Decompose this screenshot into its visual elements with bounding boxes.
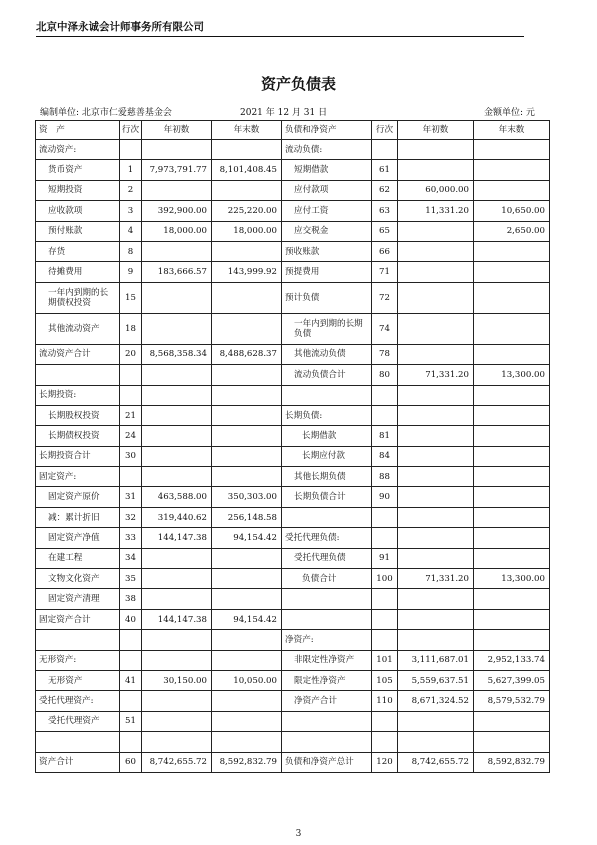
- asset-line-cell: 3: [120, 201, 142, 221]
- table-row: [36, 528, 550, 548]
- table-row: [36, 344, 550, 364]
- liability-line-cell: [372, 630, 398, 650]
- liability-closing-cell: 13,300.00: [474, 365, 550, 385]
- table-row: [36, 609, 550, 629]
- liability-closing-cell: [474, 589, 550, 609]
- table-row: [36, 365, 550, 385]
- liability-closing-cell: [474, 732, 550, 752]
- asset-opening-cell: 7,973,791.77: [142, 160, 212, 180]
- asset-line-cell: 38: [120, 589, 142, 609]
- asset-item-cell: 长期投资合计: [36, 446, 120, 466]
- asset-closing-cell: 94,154.42: [212, 609, 282, 629]
- asset-closing-cell: [212, 365, 282, 385]
- asset-closing-cell: [212, 589, 282, 609]
- liability-line-cell: [372, 609, 398, 629]
- liability-closing-cell: [474, 262, 550, 282]
- asset-closing-cell: [212, 630, 282, 650]
- asset-opening-cell: 463,588.00: [142, 487, 212, 507]
- table-row: [36, 221, 550, 241]
- table-row: [36, 589, 550, 609]
- header-rule: [36, 36, 524, 37]
- table-row: [36, 630, 550, 650]
- liability-line-cell: [372, 507, 398, 527]
- asset-opening-cell: [142, 282, 212, 313]
- asset-item-cell: 固定资产:: [36, 467, 120, 487]
- liability-line-cell: [372, 385, 398, 405]
- liability-closing-cell: 2,952,133.74: [474, 650, 550, 670]
- liability-line-cell: 78: [372, 344, 398, 364]
- asset-item-cell: 存货: [36, 241, 120, 261]
- table-row: [36, 650, 550, 670]
- liability-line-cell: 105: [372, 670, 398, 690]
- asset-line-cell: 2: [120, 180, 142, 200]
- asset-opening-cell: [142, 630, 212, 650]
- liability-opening-cell: 71,331.20: [398, 365, 474, 385]
- table-row: [36, 313, 550, 344]
- asset-opening-cell: [142, 140, 212, 160]
- asset-opening-cell: [142, 313, 212, 344]
- liability-item-cell: 预收账款: [282, 241, 372, 261]
- liability-line-cell: 66: [372, 241, 398, 261]
- liability-item-cell: 应付款项: [282, 180, 372, 200]
- liability-opening-cell: [398, 160, 474, 180]
- table-row: [36, 385, 550, 405]
- liability-closing-cell: [474, 507, 550, 527]
- liability-line-cell: 61: [372, 160, 398, 180]
- asset-closing-cell: 256,148.58: [212, 507, 282, 527]
- asset-item-cell: 资产合计: [36, 752, 120, 772]
- asset-item-cell: [36, 365, 120, 385]
- liability-item-cell: 流动负债:: [282, 140, 372, 160]
- asset-closing-cell: [212, 467, 282, 487]
- liability-closing-cell: [474, 344, 550, 364]
- liability-item-cell: 长期应付款: [282, 446, 372, 466]
- liability-item-cell: 长期负债:: [282, 405, 372, 425]
- liability-opening-cell: [398, 711, 474, 731]
- asset-line-cell: 40: [120, 609, 142, 629]
- asset-item-cell: 固定资产合计: [36, 609, 120, 629]
- liability-opening-cell: [398, 405, 474, 425]
- liability-item-cell: 应付工资: [282, 201, 372, 221]
- asset-opening-cell: 8,568,358.34: [142, 344, 212, 364]
- asset-opening-cell: 183,666.57: [142, 262, 212, 282]
- table-row: [36, 405, 550, 425]
- liability-opening-cell: [398, 467, 474, 487]
- table-row: [36, 180, 550, 200]
- asset-line-cell: 1: [120, 160, 142, 180]
- liability-line-cell: [372, 405, 398, 425]
- asset-opening-cell: 144,147.38: [142, 609, 212, 629]
- liability-line-cell: 72: [372, 282, 398, 313]
- liability-item-cell: 预提费用: [282, 262, 372, 282]
- asset-item-cell: 在建工程: [36, 548, 120, 568]
- asset-item-cell: 流动资产:: [36, 140, 120, 160]
- asset-line-cell: 21: [120, 405, 142, 425]
- asset-item-cell: 货币资产: [36, 160, 120, 180]
- asset-line-cell: 30: [120, 446, 142, 466]
- liability-item-cell: 限定性净资产: [282, 670, 372, 690]
- column-header-asset-item: 资 产: [36, 121, 120, 140]
- liability-line-cell: [372, 589, 398, 609]
- asset-opening-cell: [142, 467, 212, 487]
- asset-opening-cell: [142, 405, 212, 425]
- liability-opening-cell: 60,000.00: [398, 180, 474, 200]
- table-row: [36, 467, 550, 487]
- liability-line-cell: 100: [372, 569, 398, 589]
- liability-closing-cell: 2,650.00: [474, 221, 550, 241]
- table-row: [36, 487, 550, 507]
- liability-closing-cell: [474, 282, 550, 313]
- liability-item-cell: 预计负债: [282, 282, 372, 313]
- liability-line-cell: [372, 140, 398, 160]
- liability-item-cell: [282, 732, 372, 752]
- liability-item-cell: [282, 711, 372, 731]
- liability-opening-cell: [398, 589, 474, 609]
- asset-item-cell: 无形资产:: [36, 650, 120, 670]
- asset-item-cell: 受托代理资产:: [36, 691, 120, 711]
- table-row: [36, 262, 550, 282]
- liability-opening-cell: 8,742,655.72: [398, 752, 474, 772]
- asset-item-cell: 长期股权投资: [36, 405, 120, 425]
- liability-line-cell: 110: [372, 691, 398, 711]
- asset-closing-cell: [212, 405, 282, 425]
- liability-opening-cell: [398, 344, 474, 364]
- liability-line-cell: [372, 711, 398, 731]
- asset-closing-cell: [212, 650, 282, 670]
- asset-closing-cell: [212, 385, 282, 405]
- asset-line-cell: 35: [120, 569, 142, 589]
- liability-item-cell: 负债合计: [282, 569, 372, 589]
- column-header-liability-opening: 年初数: [398, 121, 474, 140]
- liability-item-cell: 净资产合计: [282, 691, 372, 711]
- asset-opening-cell: 18,000.00: [142, 221, 212, 241]
- asset-opening-cell: 392,900.00: [142, 201, 212, 221]
- column-header-asset-closing: 年末数: [212, 121, 282, 140]
- liability-opening-cell: [398, 487, 474, 507]
- asset-closing-cell: [212, 691, 282, 711]
- liability-closing-cell: [474, 630, 550, 650]
- asset-item-cell: 无形资产: [36, 670, 120, 690]
- asset-line-cell: 20: [120, 344, 142, 364]
- liability-line-cell: 80: [372, 365, 398, 385]
- liability-line-cell: 88: [372, 467, 398, 487]
- liability-line-cell: 74: [372, 313, 398, 344]
- liability-opening-cell: [398, 548, 474, 568]
- asset-closing-cell: 225,220.00: [212, 201, 282, 221]
- liability-opening-cell: [398, 241, 474, 261]
- table-row: [36, 732, 550, 752]
- asset-opening-cell: 319,440.62: [142, 507, 212, 527]
- asset-line-cell: 8: [120, 241, 142, 261]
- liability-line-cell: 101: [372, 650, 398, 670]
- liability-closing-cell: 13,300.00: [474, 569, 550, 589]
- liability-line-cell: 81: [372, 426, 398, 446]
- table-row: [36, 752, 550, 772]
- asset-line-cell: [120, 732, 142, 752]
- asset-opening-cell: [142, 548, 212, 568]
- asset-closing-cell: 8,101,408.45: [212, 160, 282, 180]
- table-row: [36, 201, 550, 221]
- asset-item-cell: 长期债权投资: [36, 426, 120, 446]
- liability-closing-cell: [474, 140, 550, 160]
- liability-closing-cell: [474, 385, 550, 405]
- table-row: [36, 691, 550, 711]
- asset-item-cell: [36, 630, 120, 650]
- asset-line-cell: [120, 140, 142, 160]
- liability-line-cell: 63: [372, 201, 398, 221]
- liability-opening-cell: [398, 732, 474, 752]
- asset-opening-cell: [142, 180, 212, 200]
- liability-line-cell: 90: [372, 487, 398, 507]
- liability-item-cell: 长期负债合计: [282, 487, 372, 507]
- liability-line-cell: 120: [372, 752, 398, 772]
- liability-item-cell: 流动负债合计: [282, 365, 372, 385]
- liability-item-cell: 受托代理负债:: [282, 528, 372, 548]
- liability-closing-cell: [474, 711, 550, 731]
- asset-closing-cell: [212, 732, 282, 752]
- liability-line-cell: 84: [372, 446, 398, 466]
- table-row: [36, 548, 550, 568]
- asset-closing-cell: [212, 548, 282, 568]
- table-row: [36, 160, 550, 180]
- asset-line-cell: 60: [120, 752, 142, 772]
- asset-line-cell: 51: [120, 711, 142, 731]
- table-row: [36, 569, 550, 589]
- liability-line-cell: [372, 528, 398, 548]
- column-header-asset-opening: 年初数: [142, 121, 212, 140]
- liability-item-cell: 长期借款: [282, 426, 372, 446]
- liability-item-cell: [282, 589, 372, 609]
- liability-item-cell: 净资产:: [282, 630, 372, 650]
- liability-item-cell: [282, 609, 372, 629]
- asset-item-cell: 待摊费用: [36, 262, 120, 282]
- liability-closing-cell: [474, 487, 550, 507]
- firm-name: 北京中泽永诚会计师事务所有限公司: [36, 21, 204, 33]
- asset-item-cell: 长期投资:: [36, 385, 120, 405]
- asset-item-cell: 文物文化资产: [36, 569, 120, 589]
- liability-opening-cell: [398, 630, 474, 650]
- asset-line-cell: [120, 365, 142, 385]
- liability-closing-cell: [474, 426, 550, 446]
- asset-line-cell: 4: [120, 221, 142, 241]
- asset-item-cell: 其他流动资产: [36, 313, 120, 344]
- liability-closing-cell: [474, 548, 550, 568]
- asset-closing-cell: [212, 569, 282, 589]
- table-row: [36, 282, 550, 313]
- asset-line-cell: [120, 691, 142, 711]
- liability-closing-cell: [474, 241, 550, 261]
- reporting-entity: 编制单位: 北京市仁爱慈善基金会: [40, 108, 172, 118]
- asset-item-cell: 固定资产原价: [36, 487, 120, 507]
- liability-line-cell: 65: [372, 221, 398, 241]
- asset-closing-cell: [212, 313, 282, 344]
- liability-item-cell: 负债和净资产总计: [282, 752, 372, 772]
- asset-line-cell: 18: [120, 313, 142, 344]
- asset-line-cell: [120, 467, 142, 487]
- liability-opening-cell: [398, 221, 474, 241]
- currency-unit: 金额单位: 元: [484, 108, 535, 118]
- liability-closing-cell: [474, 160, 550, 180]
- asset-line-cell: 34: [120, 548, 142, 568]
- liability-opening-cell: [398, 262, 474, 282]
- asset-item-cell: 受托代理资产: [36, 711, 120, 731]
- liability-opening-cell: 5,559,637.51: [398, 670, 474, 690]
- liability-line-cell: 71: [372, 262, 398, 282]
- asset-closing-cell: 8,488,628.37: [212, 344, 282, 364]
- column-header-liability-closing: 年末数: [474, 121, 550, 140]
- asset-line-cell: 24: [120, 426, 142, 446]
- asset-closing-cell: [212, 426, 282, 446]
- balance-sheet-table: [35, 120, 550, 773]
- asset-item-cell: 应收款项: [36, 201, 120, 221]
- liability-closing-cell: 8,579,532.79: [474, 691, 550, 711]
- asset-item-cell: 减：累计折旧: [36, 507, 120, 527]
- asset-opening-cell: [142, 589, 212, 609]
- asset-item-cell: 固定资产净值: [36, 528, 120, 548]
- liability-opening-cell: [398, 313, 474, 344]
- liability-opening-cell: 3,111,687.01: [398, 650, 474, 670]
- asset-line-cell: 31: [120, 487, 142, 507]
- asset-item-cell: 一年内到期的长期债权投资: [36, 282, 120, 313]
- liability-line-cell: 62: [372, 180, 398, 200]
- asset-closing-cell: 10,050.00: [212, 670, 282, 690]
- liability-opening-cell: [398, 426, 474, 446]
- liability-item-cell: 短期借款: [282, 160, 372, 180]
- asset-opening-cell: [142, 446, 212, 466]
- asset-closing-cell: 143,999.92: [212, 262, 282, 282]
- asset-opening-cell: 30,150.00: [142, 670, 212, 690]
- liability-opening-cell: [398, 385, 474, 405]
- asset-line-cell: 9: [120, 262, 142, 282]
- asset-item-cell: 预付账款: [36, 221, 120, 241]
- liability-item-cell: [282, 507, 372, 527]
- report-date: 2021 年 12 月 31 日: [240, 108, 328, 118]
- asset-closing-cell: [212, 180, 282, 200]
- asset-opening-cell: [142, 365, 212, 385]
- page-number: 3: [295, 829, 302, 839]
- liability-closing-cell: 5,627,399.05: [474, 670, 550, 690]
- table-row: [36, 446, 550, 466]
- asset-closing-cell: [212, 711, 282, 731]
- asset-line-cell: 41: [120, 670, 142, 690]
- asset-opening-cell: 8,742,655.72: [142, 752, 212, 772]
- asset-item-cell: 流动资产合计: [36, 344, 120, 364]
- asset-line-cell: [120, 630, 142, 650]
- column-header-liability-line: 行次: [372, 121, 398, 140]
- liability-item-cell: 应交税金: [282, 221, 372, 241]
- asset-closing-cell: [212, 446, 282, 466]
- asset-opening-cell: [142, 691, 212, 711]
- asset-opening-cell: 144,147.38: [142, 528, 212, 548]
- liability-closing-cell: [474, 313, 550, 344]
- liability-opening-cell: [398, 507, 474, 527]
- asset-line-cell: 15: [120, 282, 142, 313]
- liability-closing-cell: 8,592,832.79: [474, 752, 550, 772]
- asset-item-cell: 短期投资: [36, 180, 120, 200]
- liability-opening-cell: 11,331.20: [398, 201, 474, 221]
- asset-opening-cell: [142, 711, 212, 731]
- column-header-asset-line: 行次: [120, 121, 142, 140]
- report-title: 资产负债表: [260, 75, 336, 93]
- asset-line-cell: [120, 650, 142, 670]
- asset-closing-cell: [212, 140, 282, 160]
- asset-closing-cell: 94,154.42: [212, 528, 282, 548]
- asset-closing-cell: 8,592,832.79: [212, 752, 282, 772]
- liability-item-cell: 非限定性净资产: [282, 650, 372, 670]
- asset-opening-cell: [142, 426, 212, 446]
- table-row: [36, 140, 550, 160]
- liability-opening-cell: [398, 609, 474, 629]
- liability-closing-cell: [474, 446, 550, 466]
- asset-item-cell: 固定资产清理: [36, 589, 120, 609]
- asset-closing-cell: 350,303.00: [212, 487, 282, 507]
- asset-opening-cell: [142, 241, 212, 261]
- liability-item-cell: 一年内到期的长期负债: [282, 313, 372, 344]
- liability-closing-cell: [474, 528, 550, 548]
- table-row: [36, 670, 550, 690]
- liability-opening-cell: 71,331.20: [398, 569, 474, 589]
- liability-opening-cell: 8,671,324.52: [398, 691, 474, 711]
- column-header-liability-item: 负债和净资产: [282, 121, 372, 140]
- asset-line-cell: [120, 385, 142, 405]
- table-row: [36, 507, 550, 527]
- liability-opening-cell: [398, 282, 474, 313]
- table-header-row: [36, 121, 550, 140]
- liability-item-cell: 受托代理负债: [282, 548, 372, 568]
- liability-opening-cell: [398, 528, 474, 548]
- liability-closing-cell: [474, 405, 550, 425]
- asset-opening-cell: [142, 569, 212, 589]
- table-row: [36, 426, 550, 446]
- balance-sheet-body: [36, 121, 550, 773]
- liability-closing-cell: [474, 609, 550, 629]
- asset-closing-cell: [212, 282, 282, 313]
- liability-closing-cell: [474, 180, 550, 200]
- liability-item-cell: [282, 385, 372, 405]
- liability-line-cell: [372, 732, 398, 752]
- liability-opening-cell: [398, 140, 474, 160]
- liability-item-cell: 其他长期负债: [282, 467, 372, 487]
- asset-opening-cell: [142, 385, 212, 405]
- table-row: [36, 241, 550, 261]
- liability-closing-cell: 10,650.00: [474, 201, 550, 221]
- asset-item-cell: [36, 732, 120, 752]
- liability-item-cell: 其他流动负债: [282, 344, 372, 364]
- asset-closing-cell: [212, 241, 282, 261]
- liability-line-cell: 91: [372, 548, 398, 568]
- asset-line-cell: 32: [120, 507, 142, 527]
- asset-line-cell: 33: [120, 528, 142, 548]
- asset-opening-cell: [142, 650, 212, 670]
- table-row: [36, 711, 550, 731]
- asset-closing-cell: 18,000.00: [212, 221, 282, 241]
- asset-opening-cell: [142, 732, 212, 752]
- liability-closing-cell: [474, 467, 550, 487]
- liability-opening-cell: [398, 446, 474, 466]
